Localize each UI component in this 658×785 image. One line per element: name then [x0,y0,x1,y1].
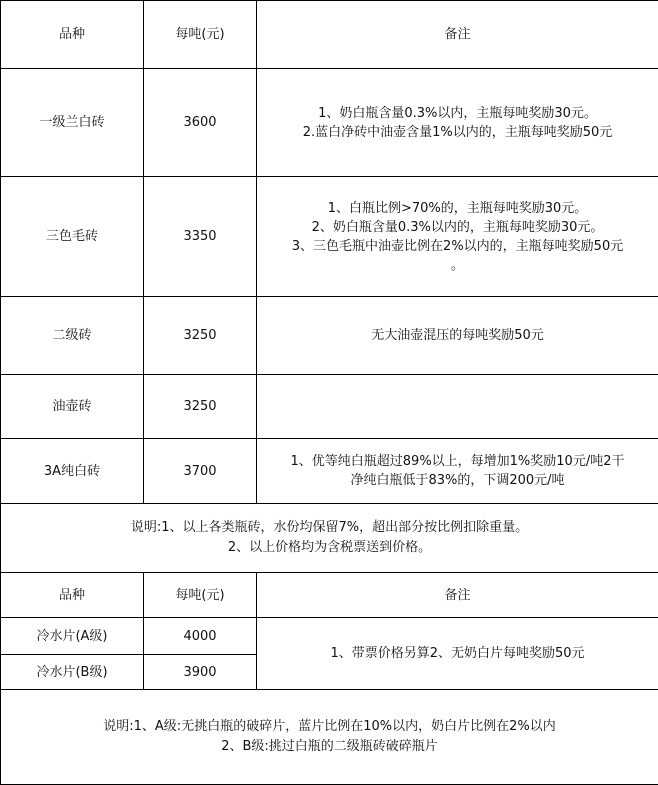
variety-cell: 二级砖 [1,297,144,375]
remarks-cell [257,69,658,177]
price-cell: 3700 [144,439,257,504]
price-cell: 3350 [144,177,257,297]
remarks-cell [257,439,658,504]
explanation-row [1,504,658,573]
explanation-line: 说明:1、以上各类瓶砖，水份均保留7%，超出部分按比例扣除重量。 [4,518,655,538]
variety-cell: 3A纯白砖 [1,439,144,504]
explanation-cell [1,690,658,785]
header-price: 每吨(元) [144,1,257,69]
shared-remarks-cell: 1、带票价格另算2、无奶白片每吨奖励50元 [257,618,658,690]
header-variety: 品种 [1,1,144,69]
remark-line: 1、优等纯白瓶超过89%以上，每增加1%奖励10元/吨2干 [260,452,655,471]
remarks-cell [257,297,658,375]
variety-cell: 一级兰白砖 [1,69,144,177]
explanation-line: 2、B级:挑过白瓶的二级瓶砖破碎瓶片 [4,737,655,757]
remark-line: 净纯白瓶低于83%的，下调200元/吨 [260,471,655,490]
variety-cell: 冷水片(B级) [1,655,144,690]
remark-line: 3、三色毛瓶中油壶比例在2%以内的，主瓶每吨奖励50元 [260,237,655,256]
remark-line: 1、奶白瓶含量0.3%以内，主瓶每吨奖励30元。 [260,104,655,123]
price-cell: 3250 [144,375,257,439]
table-row [1,618,658,655]
remark-line: 2.蓝白净砖中油壶含量1%以内的，主瓶每吨奖励50元 [260,123,655,142]
header-remarks: 备注 [257,1,658,69]
price-cell: 3900 [144,655,257,690]
table-row [1,177,658,297]
variety-cell: 油壶砖 [1,375,144,439]
header-price: 每吨(元) [144,573,257,618]
explanation-cell [1,504,658,573]
table-header-row [1,573,658,618]
table-row [1,69,658,177]
table-header-row [1,1,658,69]
table-row [1,439,658,504]
price-cell: 3250 [144,297,257,375]
remark-line: 。 [260,256,655,275]
remark-line: 无大油壶混压的每吨奖励50元 [260,326,655,345]
variety-cell: 三色毛砖 [1,177,144,297]
price-cell: 4000 [144,618,257,655]
header-remarks: 备注 [257,573,658,618]
cold-water-flake-table [0,572,658,785]
remark-line: 1、白瓶比例>70%的，主瓶每吨奖励30元。 [260,199,655,218]
remarks-cell [257,177,658,297]
table-row [1,297,658,375]
remarks-cell [257,375,658,439]
price-cell: 3600 [144,69,257,177]
header-variety: 品种 [1,573,144,618]
explanation-line: 2、以上价格均为含税票送到价格。 [4,538,655,558]
explanation-row [1,690,658,785]
variety-cell: 冷水片(A级) [1,618,144,655]
explanation-line: 说明:1、A级:无挑白瓶的破碎片，蓝片比例在10%以内，奶白片比例在2%以内 [4,717,655,737]
remark-line: 2、奶白瓶含量0.3%以内的，主瓶每吨奖励30元。 [260,218,655,237]
table-row [1,375,658,439]
